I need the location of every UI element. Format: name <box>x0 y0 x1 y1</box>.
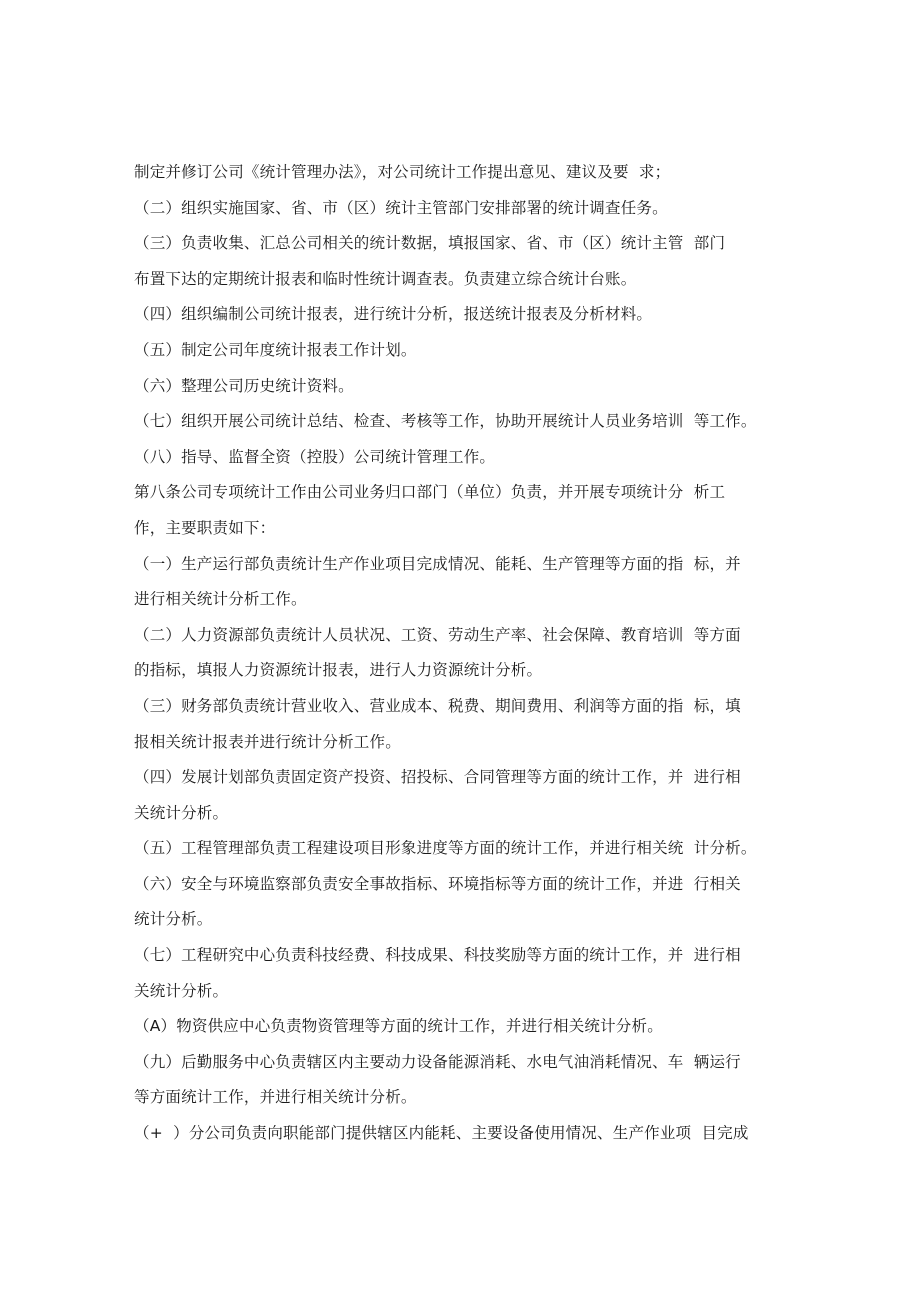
text-line: （五）制定公司年度统计报表工作计划。 <box>134 340 417 359</box>
text-line: 作，主要职责如下： <box>134 518 276 537</box>
text-line: （二）人力资源部负责统计人员状况、工资、劳动生产率、社会保障、教育培训 等方面 <box>134 625 741 644</box>
text-line: 等方面统计工作，并进行相关统计分析。 <box>134 1088 417 1107</box>
text-line: （六）整理公司历史统计资料。 <box>134 376 354 395</box>
text-line: 统计分析。 <box>134 910 213 929</box>
text-line: （三）负责收集、汇总公司相关的统计数据，填报国家、省、市（区）统计主管 部门 <box>134 234 726 253</box>
text-line: 关统计分析。 <box>134 981 229 1000</box>
text-line: 关统计分析。 <box>134 803 229 822</box>
text-line: （A）物资供应中心负责物资管理等方面的统计工作，并进行相关统计分析。 <box>134 1017 663 1036</box>
text-line: 进行相关统计分析工作。 <box>134 590 307 609</box>
text-line: 制定并修订公司《统计管理办法》，对公司统计工作提出意见、建议及要 求； <box>134 163 671 181</box>
text-line: （七）工程研究中心负责科技经费、科技成果、科技奖励等方面的统计工作，并 进行相 <box>134 946 741 965</box>
text-line: （九）后勤服务中心负责辖区内主要动力设备能源消耗、水电气油消耗情况、车 辆运行 <box>134 1052 741 1071</box>
text-line: （六）安全与环境监察部负责安全事故指标、环境指标等方面的统计工作，并进 行相关 <box>134 874 741 893</box>
text-line: （五）工程管理部负责工程建设项目形象进度等方面的统计工作，并进行相关统 计分析。 <box>134 839 757 858</box>
text-line: （四）发展计划部负责固定资产投资、招投标、合同管理等方面的统计工作，并 进行相 <box>134 768 741 787</box>
text-line: （八）指导、监督全资（控股）公司统计管理工作。 <box>134 447 496 466</box>
text-line: （三）财务部负责统计营业收入、营业成本、税费、期间费用、利润等方面的指 标，填 <box>134 696 741 715</box>
text-line: 第八条公司专项统计工作由公司业务归口部门（单位）负责，并开展专项统计分 析工 <box>134 483 726 502</box>
text-line: （四）组织编制公司统计报表，进行统计分析，报送统计报表及分析材料。 <box>134 305 653 324</box>
text-line: 的指标，填报人力资源统计报表，进行人力资源统计分析。 <box>134 661 543 680</box>
text-line: （+ ）分公司负责向职能部门提供辖区内能耗、主要设备使用情况、生产作业项 目完成 <box>134 1124 749 1143</box>
text-line: 报相关统计报表并进行统计分析工作。 <box>134 732 401 751</box>
document-body <box>134 155 790 1152</box>
text-line: （二）组织实施国家、省、市（区）统计主管部门安排部署的统计调查任务。 <box>134 198 668 217</box>
text-line: （一）生产运行部负责统计生产作业项目完成情况、能耗、生产管理等方面的指 标，并 <box>134 554 741 573</box>
text-line: 布置下达的定期统计报表和临时性统计调查表。负责建立综合统计台账。 <box>134 269 637 288</box>
text-line: （七）组织开展公司统计总结、检查、考核等工作，协助开展统计人员业务培训 等工作。 <box>134 412 757 431</box>
